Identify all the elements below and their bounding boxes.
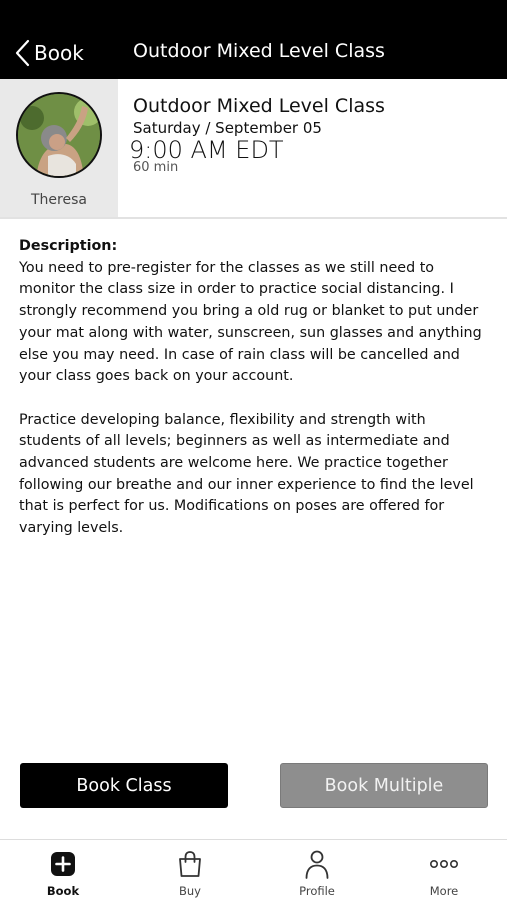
more-dots-icon (429, 849, 459, 879)
back-button-label: Book (34, 41, 84, 65)
class-title: Outdoor Mixed Level Class (133, 95, 385, 117)
tab-more[interactable] (381, 840, 507, 901)
tab-book[interactable] (0, 840, 126, 901)
tab-label: Buy (179, 884, 201, 898)
chevron-left-icon (14, 39, 30, 67)
description-section (19, 236, 491, 540)
tab-buy[interactable] (127, 840, 253, 901)
class-header (0, 79, 507, 219)
book-class-button[interactable]: Book Class (20, 763, 228, 808)
person-icon (302, 849, 332, 879)
description-paragraph: Practice developing balance, flexibility and strength with students of all levels; beginners as well as intermediate and advanced students are welcome here. We practice together following our breathe and our inner experience to find the level that is perfect for us. Modifications on poses are offered for varying levels. (19, 411, 474, 537)
instructor-name: Theresa (31, 192, 87, 208)
class-duration: 60 min (133, 160, 179, 175)
tab-label: More (429, 884, 459, 898)
back-button[interactable] (14, 38, 84, 68)
instructor-panel[interactable] (0, 79, 118, 217)
tab-bar (0, 839, 507, 901)
instructor-avatar (16, 92, 102, 178)
book-multiple-button[interactable]: Book Multiple (280, 763, 488, 808)
tab-label: Book (46, 884, 80, 898)
description-heading: Description: (19, 238, 118, 254)
navigation-bar (0, 0, 507, 79)
plus-square-icon (48, 849, 78, 879)
class-time: 9:00 AM EDT (129, 136, 284, 164)
page-title: Outdoor Mixed Level Class (133, 40, 385, 62)
class-date: Saturday / September 05 (133, 119, 322, 137)
tab-profile[interactable] (254, 840, 380, 901)
description-paragraph: You need to pre-register for the classes as we still need to monitor the class size in order to practice social distancing. I strongly recommend you bring a old rug or blanket to put under your mat along with water, sunscreen, sun glasses and anything else you may need. In case of rain class will be cancelled and your class goes back on your account. (19, 259, 482, 385)
tab-label: Profile (299, 884, 335, 898)
shopping-bag-icon (175, 849, 205, 879)
